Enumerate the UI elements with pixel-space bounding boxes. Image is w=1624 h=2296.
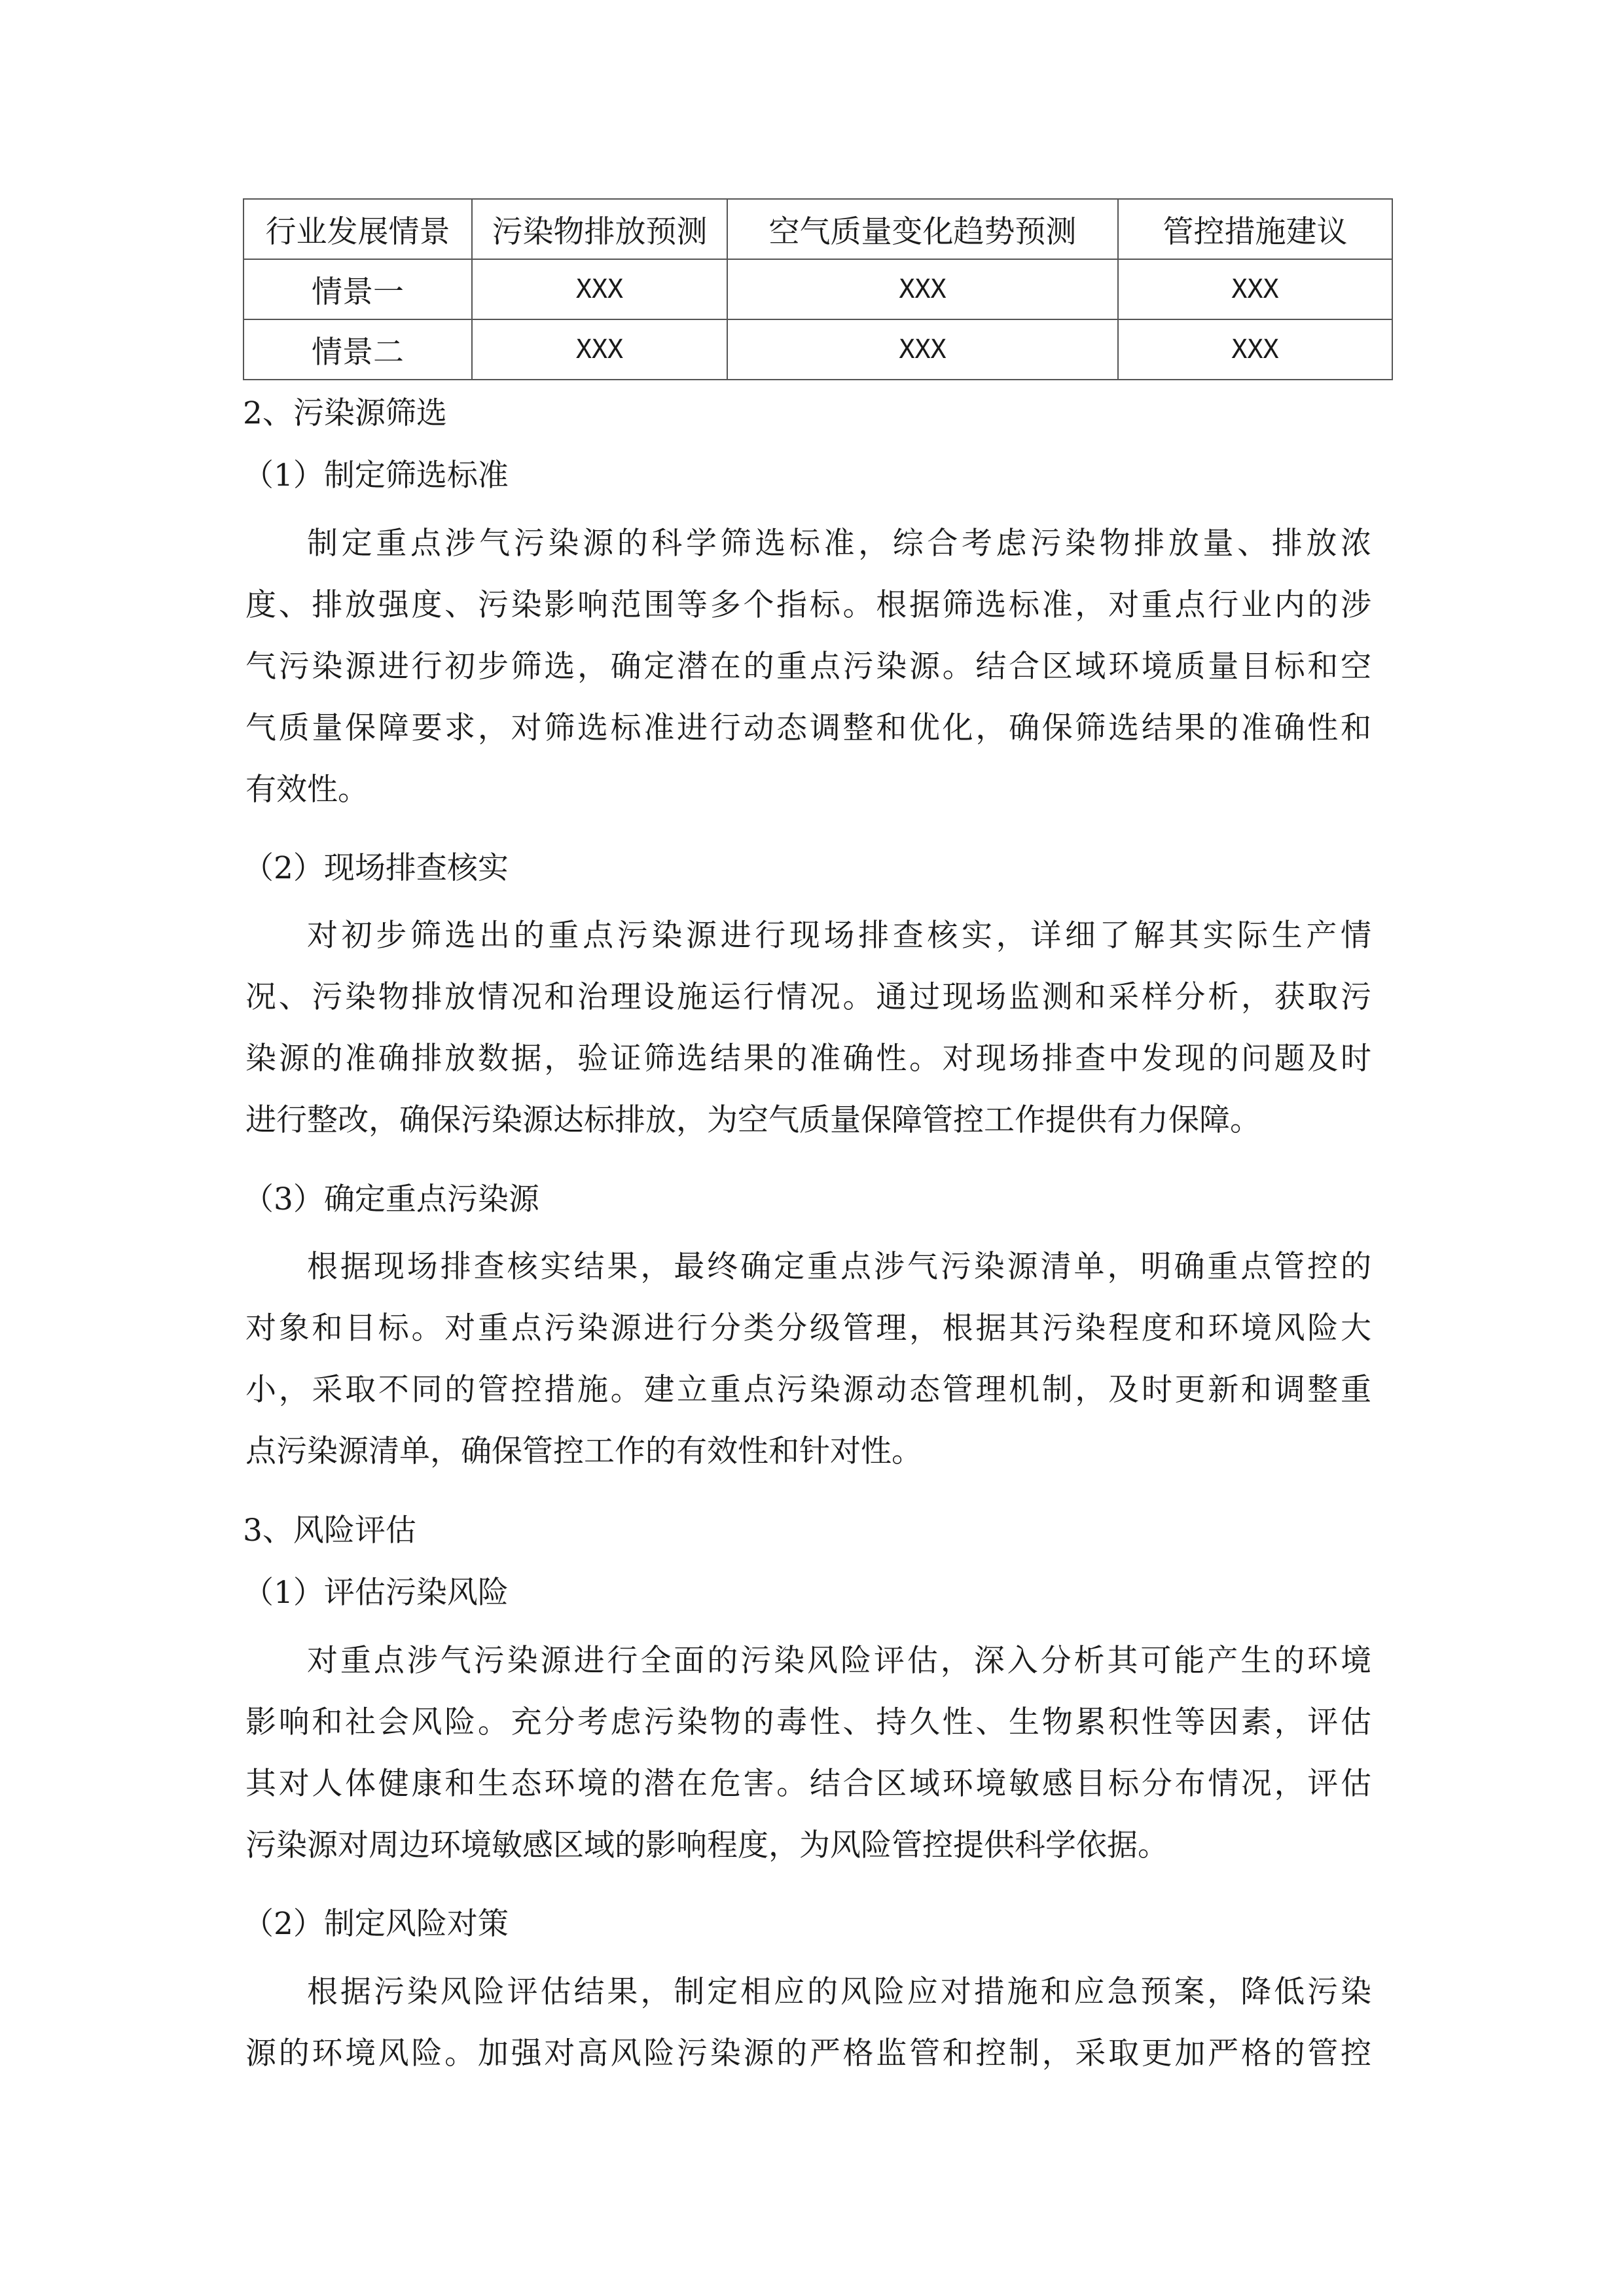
table-header-row [244,199,1392,259]
paragraph [245,1630,1371,1876]
paragraph-line: 影响和社会风险。充分考虑污染物的毒性、持久性、生物累积性等因素，评估 [245,1704,1371,1740]
paragraph-line: 对重点涉气污染源进行全面的污染风险评估，深入分析其可能产生的环境 [307,1643,1371,1679]
paragraph-line: 度、排放强度、污染影响范围等多个指标。根据筛选标准，对重点行业内的涉 [245,587,1371,623]
paragraph-line: 况、污染物排放情况和治理设施运行情况。通过现场监测和采样分析，获取污 [245,979,1371,1015]
paragraph-line: 根据污染风险评估结果，制定相应的风险应对措施和应急预案，降低污染 [307,1974,1371,2010]
table-header-cell: 管控措施建议 [1118,199,1392,259]
paragraph-line: 点污染源清单，确保管控工作的有效性和针对性。 [245,1433,922,1469]
paragraph-line: 气质量保障要求，对筛选标准进行动态调整和优化，确保筛选结果的准确性和 [245,710,1371,746]
paragraph-line: 小，采取不同的管控措施。建立重点污染源动态管理机制，及时更新和调整重 [245,1372,1371,1408]
paragraph [245,513,1371,821]
table-cell: 情景二 [244,319,472,380]
paragraph-line: 根据现场排查核实结果，最终确定重点涉气污染源清单，明确重点管控的 [307,1249,1371,1285]
section-heading: 3、风险评估 [243,1513,416,1549]
table-cell: XXX [727,259,1118,319]
paragraph-line: 染源的准确排放数据，验证筛选结果的准确性。对现场排查中发现的问题及时 [245,1041,1371,1077]
table-cell: XXX [472,319,727,380]
table-cell: XXX [1118,259,1392,319]
table-header-cell: 行业发展情景 [244,199,472,259]
scenario-table [243,198,1393,380]
paragraph-line: 气污染源进行初步筛选，确定潜在的重点污染源。结合区域环境质量目标和空 [245,649,1371,685]
subsection-heading: （2）制定风险对策 [243,1906,509,1942]
subsection-heading: （3）确定重点污染源 [243,1181,539,1217]
paragraph-line: 对象和目标。对重点污染源进行分类分级管理，根据其污染程度和环境风险大 [245,1310,1371,1346]
paragraph-line: 污染源对周边环境敏感区域的影响程度，为风险管控提供科学依据。 [245,1827,1168,1863]
paragraph-line: 对初步筛选出的重点污染源进行现场排查核实，详细了解其实际生产情 [307,918,1371,954]
table-header-cell: 污染物排放预测 [472,199,727,259]
paragraph-line: 进行整改，确保污染源达标排放，为空气质量保障管控工作提供有力保障。 [245,1102,1261,1138]
table-cell: 情景一 [244,259,472,319]
paragraph [245,1962,1371,2085]
table-cell: XXX [472,259,727,319]
paragraph-line: 源的环境风险。加强对高风险污染源的严格监管和控制，采取更加严格的管控 [245,2036,1371,2072]
subsection-heading: （1）评估污染风险 [243,1575,509,1611]
subsection-heading: （1）制定筛选标准 [243,457,509,493]
subsection-heading: （2）现场排查核实 [243,850,509,886]
paragraph [245,905,1371,1151]
paragraph [245,1236,1371,1482]
table-cell: XXX [1118,319,1392,380]
table-row [244,259,1392,319]
paragraph-line: 制定重点涉气污染源的科学筛选标准，综合考虑污染物排放量、排放浓 [307,526,1371,562]
paragraph-line: 其对人体健康和生态环境的潜在危害。结合区域环境敏感目标分布情况，评估 [245,1766,1371,1802]
section-heading: 2、污染源筛选 [243,395,447,431]
table-cell: XXX [727,319,1118,380]
table-header-cell: 空气质量变化趋势预测 [727,199,1118,259]
table-row [244,319,1392,380]
paragraph-line: 有效性。 [245,772,369,808]
